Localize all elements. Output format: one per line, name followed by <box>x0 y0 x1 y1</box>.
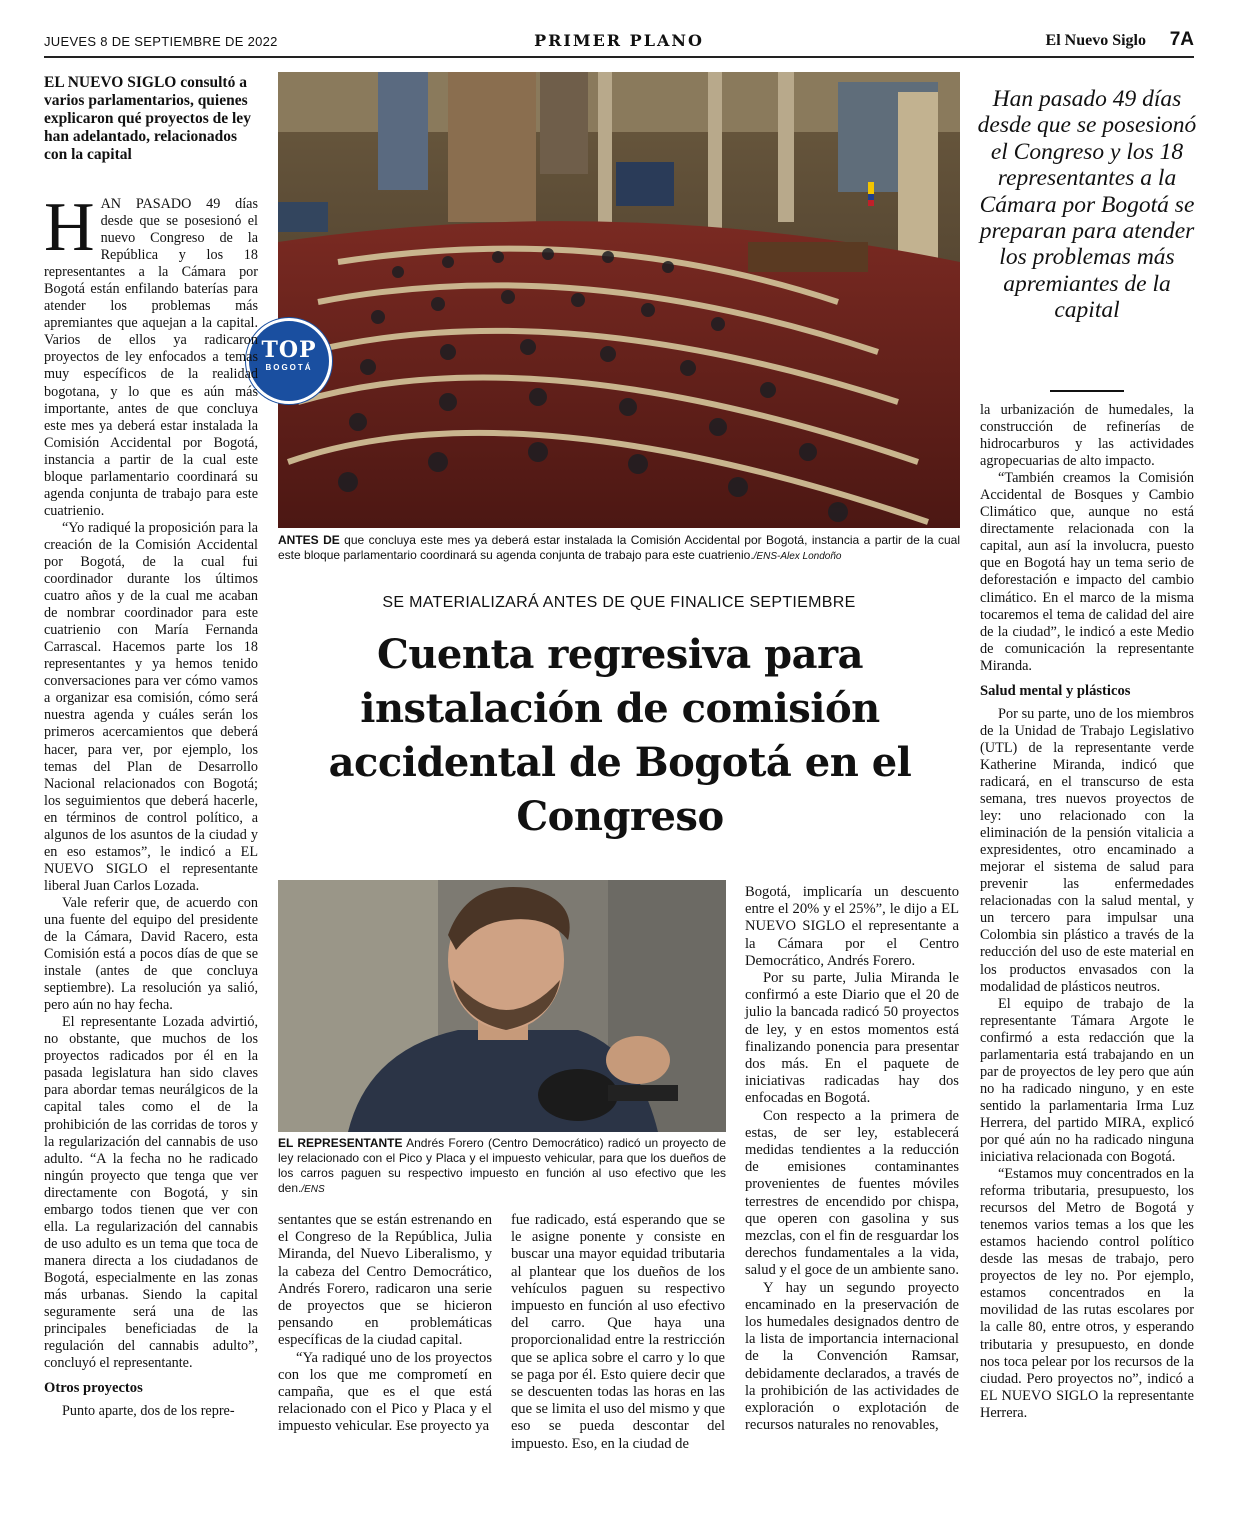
article-paragraph: “Yo radiqué la proposición para la creación de la Comisión Accidental por Bogotá, de la cual fui coordinador durante los últimos cuatro años y de la cual me acaban de nombrar coordinador para este cuatrienio con María Fernanda Carrascal. Hacemos parte los 18 representantes y ya hemos tenido conversaciones para ver cómo vamos a organizar esa comisión, cómo será nuestra agenda y cuáles serán los primeros acercamientos que deberá hacer, para ver, por ejemplo, los temas del Plan de Desarrollo Nacional relacionados con Bogotá; los seguimientos que deberá hacerle, en términos de control político, a algunos de los asuntos de la ciudad y en eso estamos”, le indicó a EL NUEVO SIGLO el representante liberal Juan Carlos Lozada. <box>44 519 258 894</box>
drop-cap: H <box>44 189 95 266</box>
header-rule <box>44 56 1194 58</box>
caption-text: que concluya este mes ya deberá estar instalada la Comisión Accidental por Bogotá, instancia a partir de la cual este bloque parlamentario coordinará su agenda conjunta de trabajo para este cuatrienio. <box>278 533 960 562</box>
article-paragraph: Por su parte, uno de los miembros de la Unidad de Trabajo Legislativo (UTL) de la representante verde Katherine Miranda, indicó que radicará, en el transcurso de esta semana, tres nuevos proyectos de ley: uno relacionado con la eliminación de la pensión vitalicia a expresidentes, otro encaminado a mejorar el sistema de salud para prevenir las enfermedades relacionadas con la salud mental, y un tercero para impulsar una Colombia sin plástico a través de la reducción del uso de este material en los productos envasados con la modalidad de plásticos neutros. <box>980 705 1194 995</box>
newspaper-name: El Nuevo Siglo <box>1045 32 1146 49</box>
article-paragraph: “También creamos la Comisión Accidental de Bosques y Cambio Climático que, aunque no está directamente relacionada con la capital, aun así la involucra, puesto que en Bogotá hay un tema serio de deforestación e impacto del cambio climático. En el marco de la misma tocaremos el tema de calidad del aire de la ciudad”, le indicó a este Medio de comunicación la representante Miranda. <box>980 470 1194 674</box>
article-paragraph: Por su parte, Julia Miranda le confirmó a este Diario que el 20 de julio la bancada radicó 50 proyectos de ley, y en estos momentos está finalizando ponencia para presentar dos más. En el paquete de iniciativas radicadas hay dos enfocadas en Bogotá. <box>745 970 959 1107</box>
article-column-1 <box>44 189 258 1420</box>
kicker: SE MATERIALIZARÁ ANTES DE QUE FINALICE SEPTIEMBRE <box>382 594 856 611</box>
article-paragraph: Punto aparte, dos de los repre- <box>62 1403 235 1420</box>
pull-quote-rule <box>1050 390 1124 392</box>
article-paragraph: “Estamos muy concentrados en la reforma tributaria, presupuesto, los recursos del Metro de Bogotá y tenemos varios temas a los que les estamos haciendo control político desde las mesas de trabajo, pero proyectos de ley no. Por ejemplo, estamos concentrados en la movilidad de las rutas escolares por la calle 80, entre otros, y esperando tributaria y presupuesto, en donde nos toca pelear por los recursos de la ciudad. Pero proyectos no”, indicó a EL NUEVO SIGLO la representante Herrera. <box>980 1166 1194 1421</box>
article-paragraph: Y hay un segundo proyecto encaminado en la preservación de los humedales designados dentro de la lista de importancia internacional de la Convención Ramsar, debidamente declarados, a través de la prohibición de las actividades de exploración o explotación de recursos naturales no renovables, <box>745 1279 959 1434</box>
subheading: Otros proyectos <box>44 1380 143 1397</box>
article-paragraph: El representante Lozada advirtió, no obstante, que muchos de los proyectos radicados por él en la pasada legislatura han sido claves para abordar temas neurálgicos de la capital tales como el de la prohibición de las corridas de toros y la regularización del cannabis de uso adulto. “A la fecha no he radicado ningún proyecto que tenga que ver directamente con Bogotá, y sin embargo todos tienen que ver con ella. La regularización del cannabis de uso adulto es un tema que toca de manera directa a los ciudadanos de Bogotá, especialmente en las zonas más urbanas. Siendo la capital seguramente será una de las principales beneficiadas de la regulación del cannabis adulto”, concluyó el representante. <box>44 1014 258 1372</box>
headline: Cuenta regresiva para instalación de comisión accidental de Bogotá en el Congreso <box>328 631 912 840</box>
caption-text: Andrés Forero (Centro Democrático) radicó un proyecto de ley relacionado con el Pico y Placa y el impuesto vehicular, para que los dueños de los carros paguen su respectivo impuesto en función al uso efectivo que les den. <box>278 1136 726 1195</box>
article-paragraph: El equipo de trabajo de la representante Támara Argote le confirmó a esta redacción que la parlamentaria está trabajando en un par de proyectos de ley pero que aún no ha radicado ninguno, y en este sentido la parlamentaria Irma Luz Herrera, del partido MIRA, explicó por qué aún no ha radicado ninguna iniciativa relacionada con Bogotá. <box>980 995 1194 1166</box>
congress-chamber-photo <box>278 72 960 528</box>
article-paragraph: Bogotá, implicaría un descuento entre el 20% y el 25%”, le dijo a EL NUEVO SIGLO el representante a la Cámara por el Centro Democrático, Andrés Forero. <box>745 884 959 969</box>
caption-lead: ANTES DE <box>278 533 340 547</box>
subheading: Salud mental y plásticos <box>980 682 1131 699</box>
page-number: 7A <box>1169 29 1194 50</box>
photo-credit: /ENS-Alex Londoño <box>753 551 842 562</box>
badge-top-label: TOP <box>261 337 317 363</box>
pull-quote: Han pasado 49 días desde que se posesionó el Congreso y los 18 representantes a la Cámara por Bogotá se preparan para atender los problemas más apremiantes de la capital <box>977 86 1197 324</box>
top-photo-caption <box>278 533 960 564</box>
representative-photo-caption <box>278 1136 726 1197</box>
representative-photo <box>278 880 726 1132</box>
article-column-3 <box>511 1212 725 1453</box>
article-paragraph: sentantes que se están estrenando en el Congreso de la República, Julia Miranda, del Nuevo Liberalismo, y la cabeza del Centro Democrático, Andrés Forero, radicaron una serie de proyectos que se hicieron pensando en problemáticas específicas de la ciudad capital. <box>278 1212 492 1349</box>
badge-sub-label: BOGOTÁ <box>265 363 313 372</box>
article-paragraph: Con respecto a la primera de estas, de ser ley, establecerá medidas tendientes a la reducción de emisiones contaminantes provenientes de fuentes móviles terrestres de encendido por chispa, que operen con gasolina y sus mezclas, con el fin de resguardar los derechos fundamentales a la vida, salud y el goce de un ambiente sano. <box>745 1107 959 1279</box>
caption-lead: EL REPRESENTANTE <box>278 1136 403 1150</box>
article-column-4 <box>745 884 959 1435</box>
article-deck: EL NUEVO SIGLO consultó a varios parlamentarios, quienes explicaron qué proyectos de ley han adelantado, relacionados con la capital <box>44 74 251 163</box>
paragraph-text: AN PASADO 49 días desde que se posesionó el nuevo Congreso de la República y los 18 representantes a la Cámara por Bogotá están enfilando baterías para atender los problemas más apremiantes que aquejan a la capital. Varios de ellos ya radicaron proyectos de ley enfocados a temas muy específicos de la realidad bogotana, y lo que es aún más importante, antes de que concluya este mes ya deberá estar instalada la Comisión Accidental por Bogotá, instancia a partir de la cual este bloque parlamentario coordinará su agenda conjunta de trabajo para este cuatrienio. <box>44 196 258 519</box>
section-title: PRIMER PLANO <box>534 31 704 50</box>
article-paragraph: la urbanización de humedales, la construcción de refinerías de hidrocarburos y las actividades agropecuarias de alto impacto. <box>980 402 1194 470</box>
article-paragraph: fue radicado, está esperando que se le asigne ponente y consiste en buscar una mayor equidad tributaria al plantear que los dueños de los vehículos paguen su respectivo impuesto en función al uso efectivo del carro. Que haya una proporcionalidad entre la restricción que se aplica sobre el carro y lo que se paga por él. Esto quiere decir que se descuenten todas las horas en las que se limita el uso del mismo y que eso se pueda descontar del impuesto. Eso, en la ciudad de <box>511 1212 725 1452</box>
issue-date: JUEVES 8 DE SEPTIEMBRE DE 2022 <box>44 34 278 49</box>
top-bogota-badge <box>246 318 332 404</box>
article-column-5 <box>980 402 1194 1422</box>
article-paragraph: “Ya radiqué uno de los proyectos con los que me comprometí en campaña, que es el que está relacionado con el Pico y Placa y el impuesto vehicular. Ese proyecto ya <box>278 1349 492 1435</box>
photo-credit: /ENS <box>301 1184 325 1195</box>
article-paragraph <box>44 189 258 520</box>
article-paragraph: Vale referir que, de acuerdo con una fuente del equipo del presidente de la Cámara, David Racero, esta Comisión está a pocos días de que se instale (antes de que concluya septiembre). La resolución ya salió, pero aún no hay fecha. <box>44 894 258 1014</box>
article-column-2 <box>278 1212 492 1436</box>
